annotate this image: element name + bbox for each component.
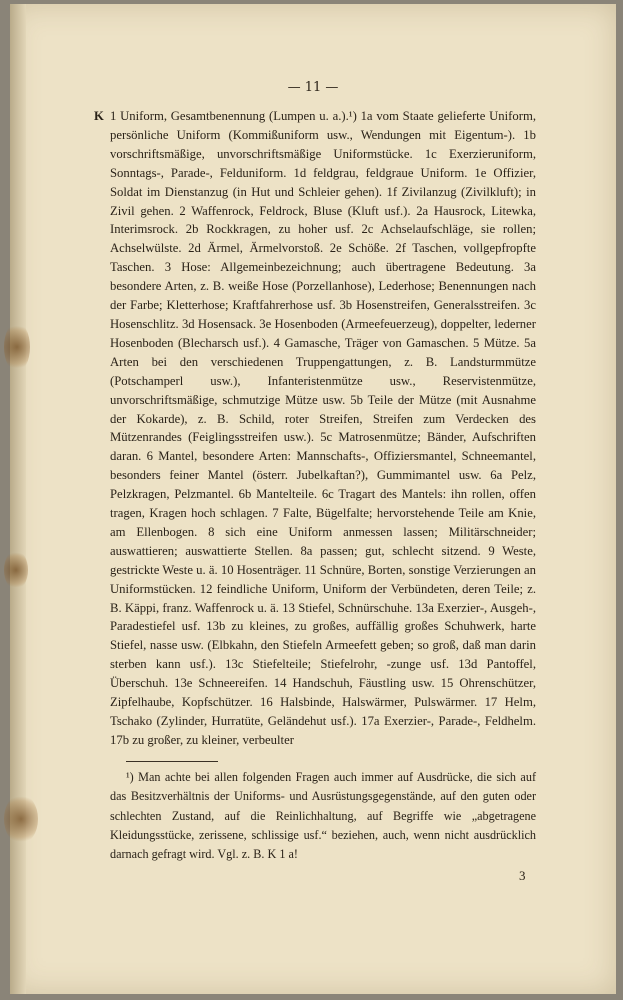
- body-paragraph: 1 Uniform, Gesamtbenennung (Lumpen u. a.).¹) 1a vom Staate gelieferte Uniform, persönliche Uniform (Kommißuniform usw., Wendungen mit Eigentum-). 1b vorschriftsmäßige, unvorschriftsmäßige Uniformstücke. 1c Exerzieruniform, Sonntags-, Parade-, Felduniform. 1d feldgrau, feldgraue Uniform. 1e Offizier, Soldat im Dienstanzug (in Hut und Schleier gehen). 1f Zivilanzug (Zivilkluft); in Zivil gehen. 2 Waffenrock, Feldrock, Bluse (Kluft usf.). 2a Hausrock, Litewka, Interimsrock. 2b Rockkragen, zu hoher usf. 2c Achselaufschläge, sie rollen; Achselwülste. 2d Ärmel, Ärmelvorstoß. 2e Schöße. 2f Taschen, vollgepfropfte Taschen. 3 Hose: Allgemeinbezeichnung; auch übertragene Bedeutung. 3a besondere Arten, z. B. weiße Hose (Porzellanhose), Lederhose; Benennungen nach der Farbe; Kletterhose; Kraftfahrerhose usf. 3b Hosenstreifen, Generalsstreifen. 3c Hosenschlitz. 3d Hosensack. 3e Hosenboden (Armeefeuerzeug), doppelter, lederner Hosenboden (Blecharsch usf.). 4 Gamasche, Träger von Gamaschen. 5 Mütze. 5a Arten bei den verschiedenen Truppengattungen, z. B. Landsturmmütze (Potschamperl usw.), Infanteristenmütze usw., Reservistenmütze, unvorschriftsmäßige, schmutzige Mütze usw. 5b Teile der Mütze (mit Ausnahme der Kokarde), z. B. Schild, roter Streifen, Streifen zum Verdecken des Mützenrandes (Feiglingsstreifen usw.). 5c Matrosenmütze; Bänder, Aufschriften daran. 6 Mantel, besondere Arten: Mannschafts-, Offiziersmantel, Schneemantel, besonders feiner Mantel (österr. Jubelkaftan?), Gummimantel usw. 6a Pelz, Pelzkragen, Pelzmantel. 6b Mantelteile. 6c Tragart des Mantels: ihn rollen, offen tragen, Kragen hoch schlagen. 7 Falte, Bügelfalte; hervorstehende Teile am Knie, am Ellenbogen. 8 sich eine Uniform anmessen lassen; Militärschneider; auswattieren; auswattierte Stellen. 8a passen; gut, schlecht sitzend. 9 Weste, gestrickte Weste u. ä. 10 Hosenträger. 11 Schnüre, Borten, sonstige Verzierungen an Uniformstücken. 12 feindliche Uniform, Uniform der Verbündeten, deren Teile; z. B. Käppi, franz. Waffenrock u. ä. 13 Stiefel, Schnürschuhe. 13a Exerzier-, Ausgeh-, Paradestiefel usf. 13b zu kleines, zu großes, auffällig großes Schuhwerk, harte Stiefel, nasse usw. (Elbkahn, den Stiefeln Armeefett geben; so groß, daß man darin sterben kann usf.). 13c Stiefelteile; Stiefelrohr, -zunge usf. 13d Pantoffel, Überschuh. 13e Schneereifen. 14 Handschuh, Fäustling usw. 15 Ohrenschützer, Zipfelhaube, Kopfschützer. 16 Halsbinde, Halswärmer, Pulswärmer. 17 Helm, Tschako (Zylinder, Hurratüte, Geländehut usf.). 17a Exerzier-, Parade-, Feldhelm. 17b zu großer, zu kleiner, verbeulter: [110, 109, 536, 747]
- signature-mark: 3: [519, 868, 526, 883]
- footnote-text: ¹) Man achte bei allen folgenden Fragen auch immer auf Ausdrücke, die sich auf das Besitzverhältnis der Uniforms- und Ausrüstungsgegenstände, auf den guten oder schlechten Zustand, auf die Reinlichhaltung, auf Begriffe wie „abgetragene Kleidungsstücke, zerissene, schlissige usf.“ beziehen, auch, wenn nicht ausdrücklich darnach gefragt wird. Vgl. z. B. K 1 a!: [110, 770, 536, 862]
- main-text: [94, 107, 536, 750]
- burn-stain: [4, 322, 30, 372]
- burn-stain: [4, 550, 28, 590]
- page-number: — 11 —: [287, 80, 339, 95]
- footnote-rule: [126, 761, 218, 762]
- book-page: [10, 4, 616, 994]
- page-spine: [10, 4, 26, 994]
- section-marker: K: [94, 109, 104, 123]
- footnote: [110, 768, 536, 864]
- burn-stain: [4, 794, 38, 844]
